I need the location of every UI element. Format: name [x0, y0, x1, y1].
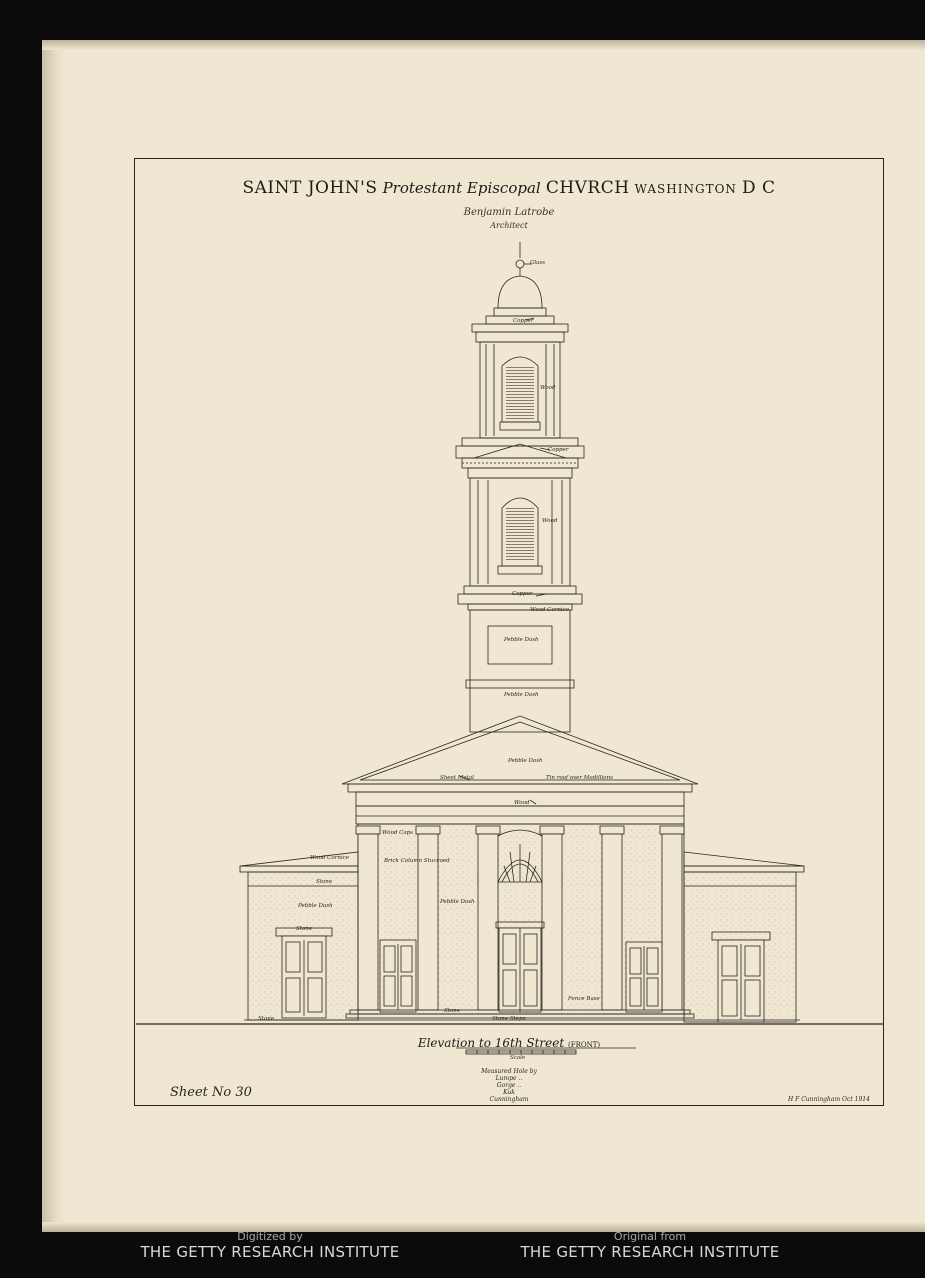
label-stone-lintel: Stone — [296, 926, 313, 932]
watermark-left — [120, 1230, 420, 1261]
measured-line-1: Lumpe .. — [495, 1075, 523, 1082]
label-copper-mid: Copper — [548, 447, 569, 453]
label-wood-caps: Wood Caps — [382, 830, 414, 836]
caption-elevation: Elevation to 16th Street — [417, 1036, 565, 1050]
watermark-right-big: THE GETTY RESEARCH INSTITUTE — [520, 1243, 780, 1261]
architect-role: Architect — [490, 221, 528, 230]
watermark-right-small: Original from — [613, 1230, 687, 1243]
label-tin-roof: Tin roof over Modillions — [546, 775, 613, 781]
title-washington: WASHINGTON — [634, 182, 737, 196]
title-church: CHVRCH — [545, 178, 630, 198]
label-pebble-dash-center: Pebble Dash — [440, 899, 475, 905]
label-wood-upper: Wood — [540, 385, 556, 391]
label-pebble-dash-3: Pebble Dash — [508, 758, 543, 764]
label-wood-cornice: Wood Cornice — [530, 607, 569, 613]
caption-front: (FRONT) — [568, 1041, 601, 1049]
measured-line-4: Cunningham — [489, 1096, 529, 1103]
label-stone-steps: Stone Steps — [492, 1016, 526, 1022]
watermark-left-small: Digitized by — [237, 1230, 303, 1243]
label-brick-column: Brick Column Stuccoed — [384, 858, 450, 864]
watermark-right — [500, 1230, 800, 1261]
label-glass: Glass — [530, 260, 546, 266]
label-stone-plinth: Stone — [258, 1016, 275, 1022]
draftsman-signature: H F Cunningham Oct 1914 — [788, 1096, 870, 1103]
label-copper-lower: Copper — [512, 591, 533, 597]
label-wood-cornice-wing: Wood Cornice — [310, 855, 349, 861]
label-sheet-metal: Sheet Metal — [440, 775, 474, 781]
sheet-number: Sheet No 30 — [170, 1085, 252, 1100]
label-fence-base: Fence Base — [568, 996, 600, 1002]
label-wood-lower: Wood — [542, 518, 558, 524]
caption-scale: Scale — [510, 1055, 526, 1061]
title-dc: D C — [742, 178, 776, 198]
title-protestant-episcopal: Protestant Episcopal — [382, 179, 541, 197]
elevation-caption — [134, 1036, 884, 1050]
measured-line-2: Gorge .. — [496, 1082, 522, 1089]
label-pebble-dash-wing: Pebble Dash — [298, 903, 333, 909]
title-saint-johns: SAINT JOHN'S — [242, 178, 378, 198]
label-stone-base: Stone — [444, 1008, 461, 1014]
label-copper-dome: Copper — [513, 318, 534, 324]
architect-name: Benjamin Latrobe — [463, 207, 555, 218]
measured-heading: Measured Hole by — [481, 1068, 537, 1075]
label-pebble-dash-1: Pebble Dash — [504, 637, 539, 643]
watermark-left-big: THE GETTY RESEARCH INSTITUTE — [140, 1243, 400, 1261]
label-pebble-dash-2: Pebble Dash — [504, 692, 539, 698]
label-stone-band: Stone — [316, 879, 333, 885]
label-wood: Wood — [514, 800, 530, 806]
measured-line-3: Kuk — [503, 1089, 515, 1096]
